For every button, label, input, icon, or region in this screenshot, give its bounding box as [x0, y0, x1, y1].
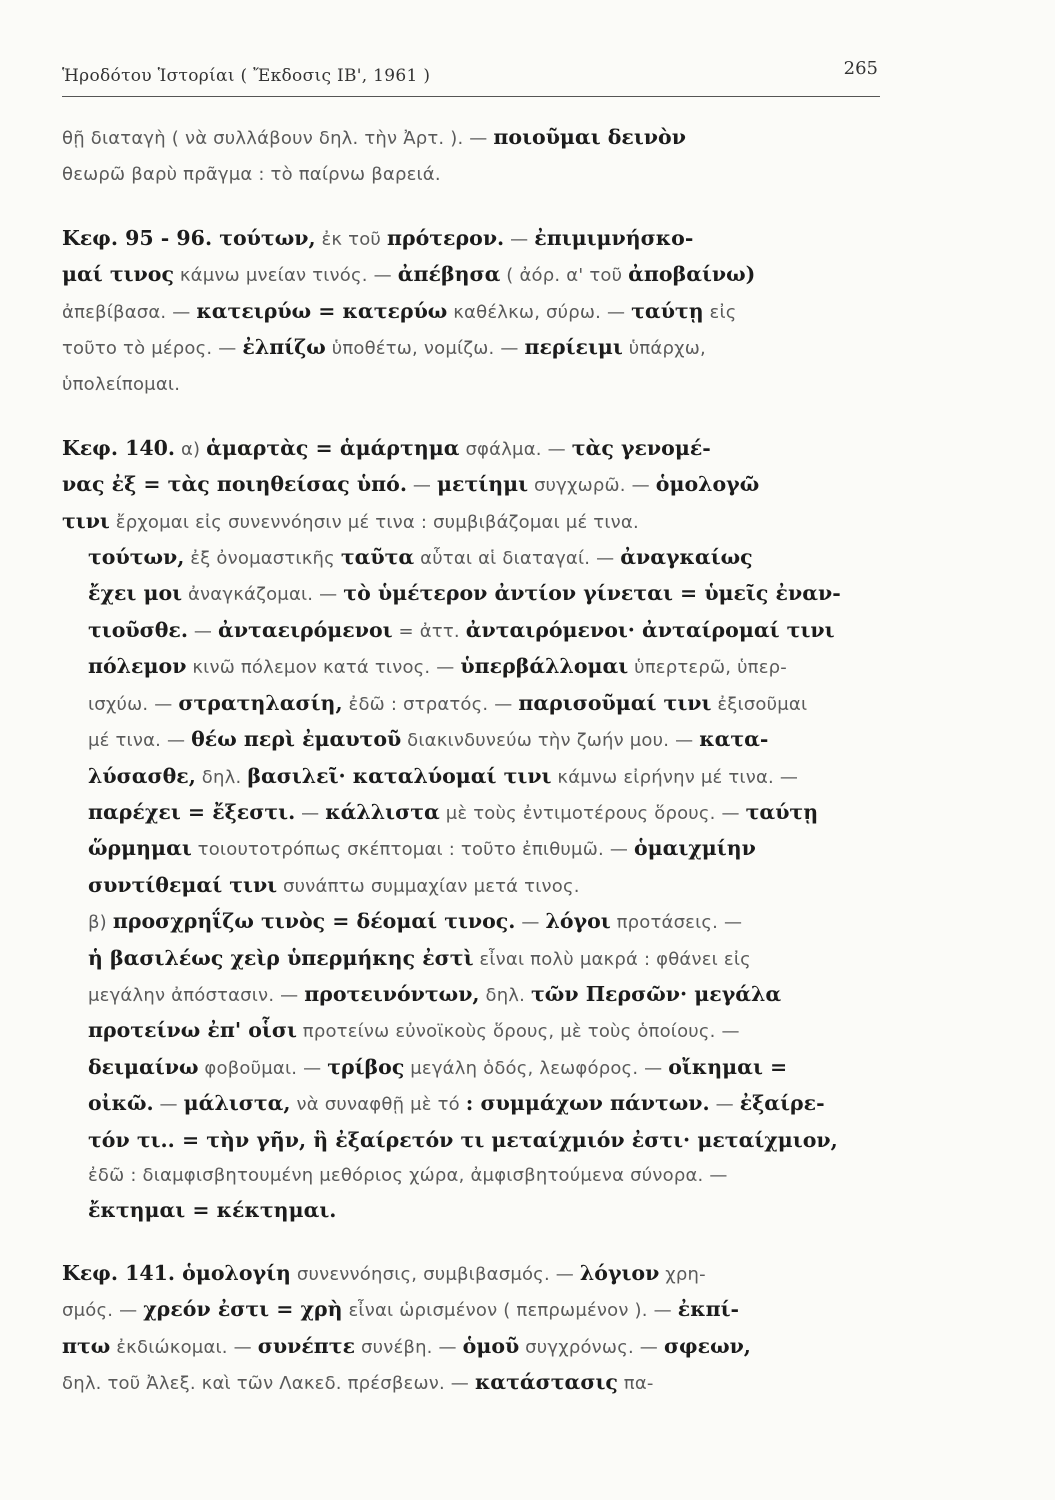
lemma-text: παρισοῦμαί τινι — [518, 690, 712, 715]
lemma-text: κατάστασις — [474, 1370, 618, 1394]
gloss-text: μὲ τοὺς ἐντιμοτέρους ὅρους. — — [439, 802, 746, 824]
gloss-text: φοβοῦμαι. — — [198, 1057, 328, 1079]
lemma-text: μάλιστα, — [183, 1091, 291, 1116]
gloss-text: ἔρχομαι εἰς συνεννόησιν μέ τινα : συμβιβάζομαι μέ τινα. — [109, 511, 639, 533]
gloss-text: σμός. — — [62, 1300, 144, 1322]
lemma-text: τὸ ὑμέτερον ἀντίον γίνεται = ὑμεῖς ἐναν- — [343, 581, 841, 606]
text-line — [62, 904, 902, 940]
page-number: 265 — [843, 58, 878, 79]
lemma-text: ἀνταιρόμενοι· ἀνταίρομαί τινι — [465, 617, 835, 642]
glossary-body — [62, 120, 902, 1401]
glossary-paragraph — [62, 431, 902, 540]
gloss-text: συνέβη. — — [355, 1336, 463, 1358]
gloss-text: χρη- — [659, 1263, 706, 1285]
gloss-text: ( ἀόρ. α' τοῦ — [500, 265, 629, 287]
lemma-text: κατα- — [699, 727, 769, 752]
lemma-text: ἐκπί- — [677, 1297, 740, 1322]
text-line — [62, 1013, 902, 1049]
glossary-paragraph — [62, 1256, 902, 1402]
gloss-text: ὑπάρχω, — [622, 338, 706, 360]
gloss-text: — — [295, 802, 326, 824]
glossary-paragraph — [62, 221, 902, 403]
lemma-text: ὁμοῦ — [462, 1333, 520, 1358]
gloss-text: συνάπτω συμμαχίαν μετά τινος. — [277, 875, 580, 897]
gloss-text: ἀναγκάζομαι. — — [182, 584, 344, 606]
text-line — [62, 504, 902, 540]
lemma-text: ὁμολογῶ — [655, 472, 760, 497]
text-line — [62, 1086, 902, 1122]
gloss-text: εἰς — [703, 301, 737, 323]
glossary-paragraph — [62, 904, 902, 1228]
lemma-text: τινι — [62, 508, 110, 533]
lemma-text: ὑπερβάλλομαι — [460, 654, 629, 679]
text-line — [62, 941, 902, 977]
text-line — [62, 831, 902, 867]
text-line — [62, 1292, 902, 1328]
text-line — [62, 686, 902, 722]
gloss-text: — — [504, 228, 535, 250]
gloss-text: ὑπερτερῶ, ὑπερ- — [628, 657, 787, 679]
lemma-text: Κεφ. 141. ὁμολογίη — [62, 1260, 291, 1285]
lemma-text: λύσασθε, — [88, 763, 196, 788]
lemma-text: συνέπτε — [257, 1333, 356, 1358]
lemma-text: ἔχει μοι — [88, 581, 183, 606]
text-line — [62, 722, 902, 758]
gloss-text: μεγάλην ἀπόστασιν. — — [88, 984, 305, 1006]
lemma-text: πόλεμον — [88, 654, 187, 679]
glossary-paragraph — [62, 540, 902, 904]
text-line — [62, 649, 902, 685]
lemma-text: προτείνω ἐπ' οἷσι — [88, 1018, 297, 1043]
lemma-text: ἐλπίζω — [242, 335, 326, 360]
lemma-text: μετίημι — [437, 472, 529, 497]
gloss-text: πα- — [617, 1373, 654, 1394]
lemma-text: ἁμαρτὰς = ἁμάρτημα — [206, 435, 460, 460]
text-line — [62, 576, 902, 612]
lemma-text: τόν τι.. = τὴν γῆν, ἣ ἐξαίρετόν τι μεταίχμιόν ἐστι· μεταίχμιον, — [88, 1127, 838, 1152]
text-line — [62, 1329, 902, 1365]
gloss-text: ισχύω. — — [88, 693, 179, 715]
lemma-text: ταῦτα — [340, 545, 415, 570]
text-line — [62, 540, 902, 576]
text-line — [62, 868, 902, 904]
lemma-text: οἰκῶ. — [88, 1091, 154, 1116]
gloss-text: τοῦτο τὸ μέρος. — — [62, 338, 243, 360]
gloss-text: ὑποθέτω, νομίζω. — — [325, 338, 525, 360]
lemma-text: ταύτῃ — [631, 298, 704, 323]
text-line — [62, 431, 902, 467]
lemma-text: ἔκτημαι = κέκτημαι. — [88, 1198, 337, 1223]
lemma-text: τῶν Περσῶν· μεγάλα — [531, 981, 782, 1006]
gloss-text: εἶναι ὡρισμένον ( πεπρωμένον ). — — [342, 1300, 678, 1322]
lemma-text: θέω περὶ ἐμαυτοῦ — [191, 727, 402, 752]
text-line — [62, 221, 902, 257]
gloss-text: θῇ διαταγὴ ( νὰ συλλάβουν δηλ. τὴν Ἀρτ. ). — — [62, 128, 494, 149]
lemma-text: κάλλιστα — [325, 799, 440, 824]
gloss-text: — — [515, 912, 546, 934]
lemma-text: ἡ βασιλέως χεὶρ ὑπερμήκης ἐστὶ — [88, 945, 474, 970]
gloss-text: — — [709, 1094, 740, 1116]
gloss-text: ἐκδιώκομαι. — — [110, 1336, 258, 1358]
text-line — [62, 613, 902, 649]
lemma-text: ὥρμημαι — [88, 836, 192, 861]
text-line — [62, 1050, 902, 1086]
gloss-text: προτείνω εὐνοϊκοὺς ὅρους, μὲ τοὺς ὁποίους. — — [296, 1021, 740, 1043]
lemma-text: ὁμαιχμίην — [633, 836, 756, 861]
lemma-text: τὰς γενομέ- — [571, 435, 711, 460]
text-line — [62, 759, 902, 795]
gloss-text: δηλ. τοῦ Ἀλεξ. καὶ τῶν Λακεδ. πρέσβεων. — — [62, 1373, 475, 1394]
lemma-text: ταύτῃ — [745, 799, 819, 824]
running-head — [62, 58, 880, 94]
text-line — [62, 1365, 902, 1401]
lemma-text: λόγοι — [545, 909, 611, 934]
gloss-text: καθέλκω, σύρω. — — [447, 301, 632, 323]
gloss-text: διακινδυνεύω τὴν ζωήν μου. — — [401, 730, 700, 752]
lemma-text: τούτων, — [88, 545, 185, 570]
lemma-text: Κεφ. 95 - 96. τούτων, — [62, 225, 316, 250]
lemma-text: μαί τινος — [62, 262, 174, 287]
gloss-text: δηλ. — [479, 984, 532, 1006]
gloss-text: μεγάλη ὁδός, λεωφόρος. — — [404, 1057, 669, 1079]
lemma-text: νας ἐξ = τὰς ποιηθείσας ὑπό. — [62, 472, 407, 497]
text-line — [62, 1256, 902, 1292]
lemma-text: ποιοῦμαι δεινὸν — [493, 125, 686, 149]
lemma-text: ἐξαίρε- — [739, 1091, 825, 1116]
lemma-text: προτεινόντων, — [304, 981, 480, 1006]
header-rule — [62, 96, 880, 97]
lemma-text: Κεφ. 140. — [62, 435, 176, 460]
gloss-text: ὑπολείπομαι. — [62, 374, 181, 396]
gloss-text: — — [188, 620, 219, 642]
text-line — [62, 977, 902, 1013]
text-line — [62, 366, 902, 402]
lemma-text: : συμμάχων πάντων. — [465, 1091, 710, 1116]
lemma-text: ἀποβαίνω) — [628, 262, 756, 287]
gloss-text: τοιουτοτρόπως σκέπτομαι : τοῦτο ἐπιθυμῶ. — — [191, 839, 634, 861]
lemma-text: περίειμι — [524, 335, 623, 360]
gloss-text: α) — [175, 438, 207, 460]
gloss-text: κάμνω εἰρήνην μέ τινα. — — [551, 766, 799, 788]
gloss-text: εἶναι πολὺ μακρά : φθάνει εἰς — [473, 948, 751, 970]
lemma-text: στρατηλασίη, — [178, 690, 343, 715]
lemma-text: τρίβος — [327, 1054, 405, 1079]
gloss-text: προτάσεις. — — [610, 912, 743, 934]
lemma-text: πτω — [62, 1333, 111, 1358]
lemma-text: προσχρηΐζω τινὸς = δέομαί τινος. — [112, 909, 516, 934]
gloss-text: ἐδῶ : στρατός. — — [342, 693, 519, 715]
gloss-text: συγχρόνως. — — [519, 1336, 664, 1358]
text-line — [62, 257, 902, 293]
gloss-text: ἀπεβίβασα. — — [62, 301, 197, 323]
lemma-text: παρέχει = ἔξεστι. — [88, 799, 296, 824]
lemma-text: κατειρύω = κατερύω — [196, 298, 448, 323]
text-line — [62, 467, 902, 503]
gloss-text: — — [406, 475, 438, 497]
gloss-text: ἐδῶ : διαμφισβητουμένη μεθόριος χώρα, ἀμφισβητούμενα σύνορα. — — [88, 1164, 728, 1186]
gloss-text: αὗται αἱ διαταγαί. — — [414, 548, 621, 570]
text-line — [62, 795, 902, 831]
gloss-text: κάμνω μνείαν τινός. — — [173, 265, 398, 287]
gloss-text: συγχωρῶ. — — [528, 475, 656, 497]
lemma-text: λόγιον — [579, 1260, 660, 1285]
text-line — [62, 120, 902, 156]
text-line — [62, 1157, 902, 1193]
running-title: Ἡροδότου Ἱστορίαι ( Ἔκδοσις ΙΒ', 1961 ) — [62, 66, 431, 86]
lemma-text: οἴκημαι = — [668, 1054, 788, 1079]
lemma-text: σφεων, — [663, 1333, 751, 1358]
lemma-text: βασιλεῖ· καταλύομαί τινι — [247, 763, 552, 788]
text-line — [62, 330, 902, 366]
gloss-text: ἐξισοῦμαι — [711, 693, 808, 715]
text-line — [62, 1123, 902, 1157]
gloss-text: μέ τινα. — — [88, 730, 192, 752]
gloss-text: — — [153, 1094, 184, 1116]
gloss-text: θεωρῶ βαρὺ πρᾶγμα : τὸ παίρνω βαρειά. — [62, 164, 441, 186]
gloss-text: συνεννόησις, συμβιβασμός. — — [290, 1263, 580, 1285]
lemma-text: ἀπέβησα — [397, 262, 501, 287]
text-line — [62, 1193, 902, 1227]
gloss-text: δηλ. — [195, 766, 248, 788]
gloss-text: ἐκ τοῦ — [315, 228, 387, 250]
lemma-text: ἀνταειρόμενοι — [218, 617, 393, 642]
lemma-text: ἐπιμιμνήσκο- — [534, 225, 694, 250]
gloss-text: ἐξ ὀνομαστικῆς — [184, 548, 341, 570]
lemma-text: ἀναγκαίως — [620, 545, 753, 570]
lemma-text: συντίθεμαί τινι — [88, 872, 278, 897]
gloss-text: = ἀττ. — [392, 620, 466, 642]
gloss-text: β) — [88, 912, 113, 934]
gloss-text: σφάλμα. — — [459, 438, 572, 460]
gloss-text: νὰ συναφθῇ μὲ τό — [290, 1094, 466, 1116]
lemma-text: πρότερον. — [386, 225, 505, 250]
glossary-paragraph — [62, 120, 902, 193]
lemma-text: χρεόν ἐστι = χρὴ — [143, 1297, 343, 1322]
gloss-text: κινῶ πόλεμον κατά τινος. — — [186, 657, 461, 679]
lemma-text: τιοῦσθε. — [88, 617, 188, 642]
text-line — [62, 156, 902, 192]
lemma-text: δειμαίνω — [88, 1054, 199, 1079]
text-line — [62, 294, 902, 330]
